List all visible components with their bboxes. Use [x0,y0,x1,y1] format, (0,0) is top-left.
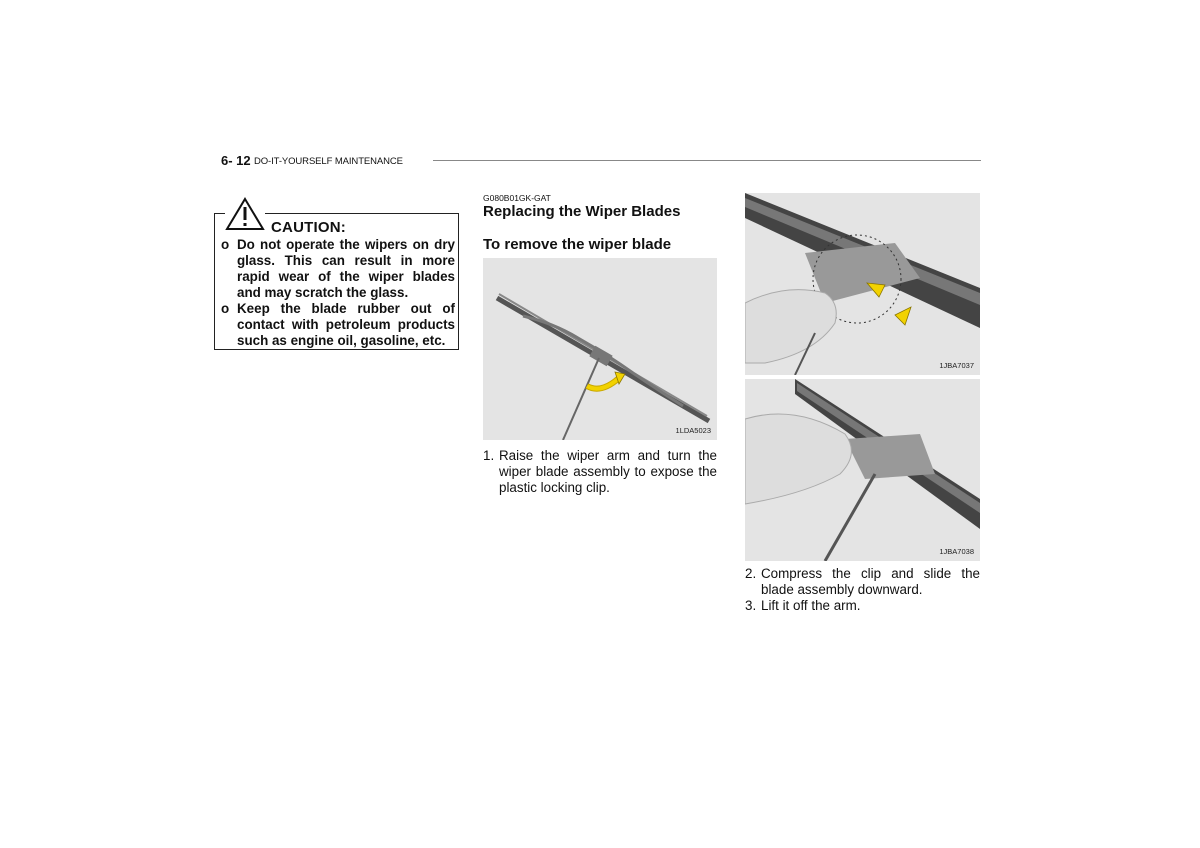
step-item [745,566,980,598]
step-number: 1. [483,448,495,463]
clip-compress-illustration [745,193,980,375]
warning-triangle-icon [225,197,265,231]
figure-code: 1JBA7038 [939,547,974,556]
step-text: Lift it off the arm. [761,598,861,613]
section-heading: Replacing the Wiper Blades [483,203,681,220]
caution-item [221,237,455,301]
step-text: Raise the wiper arm and turn the wiper blade assembly to expose the plastic locking clip. [499,448,717,495]
caution-box [214,213,459,350]
figure-blade-slide [745,379,980,561]
page-number: 6- 12 [221,153,251,168]
step-number: 3. [745,598,757,613]
caution-heading: CAUTION: [271,219,346,236]
page-header [221,153,981,169]
caution-title-row [215,214,458,236]
caution-bullet: o [221,301,230,316]
section-subheading: To remove the wiper blade [483,236,672,253]
caution-list [221,237,455,349]
caution-item [221,301,455,349]
steps-list-2 [745,566,980,614]
blade-slide-illustration [745,379,980,561]
caution-bullet: o [221,237,230,252]
wiper-blade-illustration [483,258,717,440]
section-title: DO-IT-YOURSELF MAINTENANCE [254,156,403,167]
step-number: 2. [745,566,757,581]
figure-clip-compress [745,193,980,375]
section-code: G080B01GK-GAT [483,193,551,203]
header-rule [433,160,981,161]
step-item [483,448,717,496]
figure-code: 1JBA7037 [939,361,974,370]
caution-item-text: Keep the blade rubber out of contact with petroleum products such as engine oil, gasoline, etc. [237,301,455,348]
steps-list-1 [483,448,717,496]
step-item [745,598,980,614]
step-text: Compress the clip and slide the blade assembly downward. [761,566,980,597]
caution-item-text: Do not operate the wipers on dry glass. This can result in more rapid wear of the wiper blades and may scratch the glass. [237,237,455,300]
figure-wiper-rotate [483,258,717,440]
figure-code: 1LDA5023 [675,426,711,435]
